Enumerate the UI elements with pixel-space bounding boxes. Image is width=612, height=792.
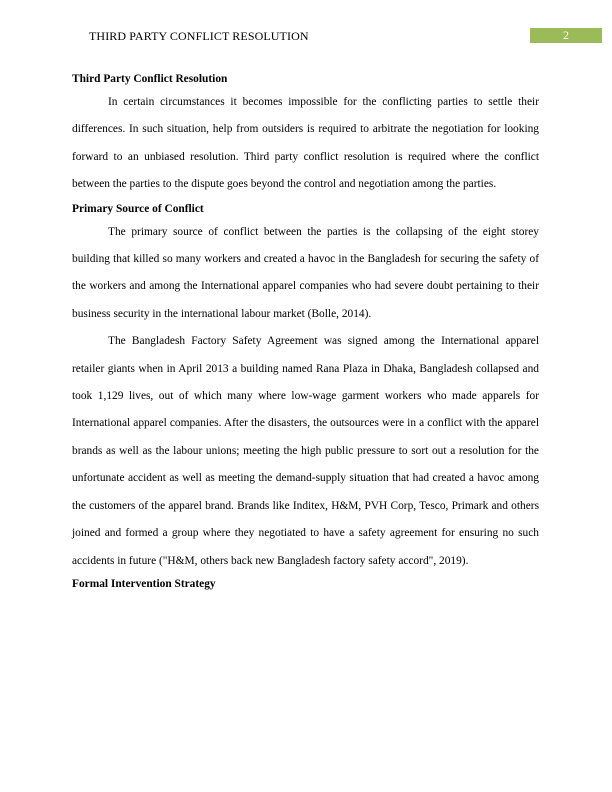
paragraph: The primary source of conflict between the parties is the collapsing of the eight storey building that killed so many workers and created a havoc in the Bangladesh for securing the safety of the workers and among the International apparel companies who had severe doubt pertaining to their business security in the international labour market (Bolle, 2014). (72, 225, 539, 320)
paragraph: In certain circumstances it becomes impossible for the conflicting parties to settle their differences. In such situation, help from outsiders is required to arbitrate the negotiation for looking forward to an unbiased resolution. Third party conflict resolution is required where the conflict between the parties to the dispute goes beyond the control and negotiation among the parties. (72, 96, 539, 191)
section-heading-formal-intervention: Formal Intervention Strategy (72, 577, 216, 590)
section-heading-third-party: Third Party Conflict Resolution (72, 73, 228, 85)
section-heading-primary-source: Primary Source of Conflict (72, 202, 204, 215)
paragraph: The Bangladesh Factory Safety Agreement was signed among the International apparel retailer giants when in April 2013 a building named Rana Plaza in Dhaka, Bangladesh collapsed and took 1,129 lives, out of which many where low-wage garment workers who made apparels for International apparel companies. After the disasters, the outsources were in a conflict with the apparel brands as well as the labour unions; meeting the high public pressure to sort out a resolution for the unfortunate accident as well as meeting the demand-supply situation that had created a havoc among the customers of the apparel brand. Brands like Inditex, H&M, PVH Corp, Tesco, Primark and others joined and formed a group where they negotiated to have a safety agreement for ensuring no such accidents in future ("H&M, others back new Bangladesh factory safety accord", 2019). (72, 335, 539, 567)
document-body (72, 70, 539, 594)
page-number: 2 (530, 28, 602, 43)
running-header: THIRD PARTY CONFLICT RESOLUTION (89, 29, 309, 43)
